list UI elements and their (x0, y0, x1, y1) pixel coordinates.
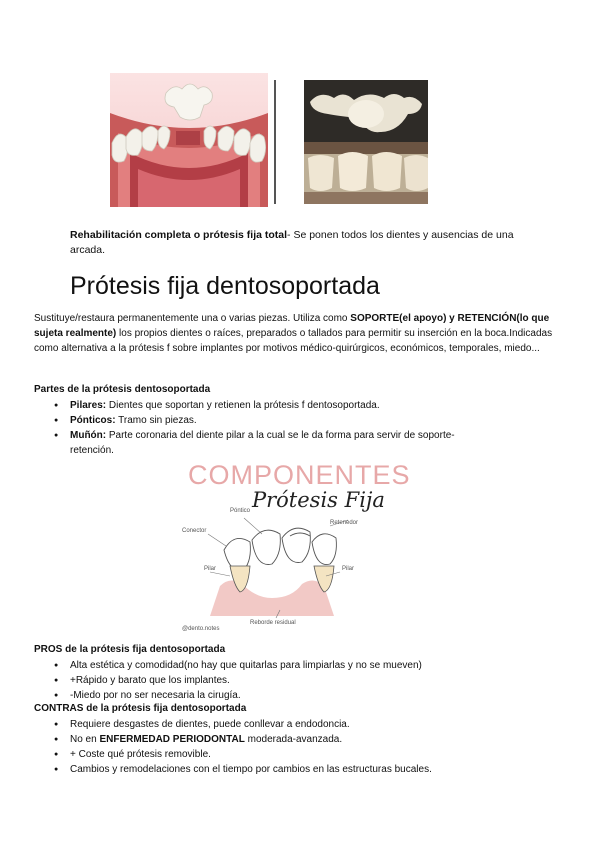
figure-divider (274, 80, 276, 204)
intro-text-2: los propios dientes o raíces, preparados o tallados para permitir su inserción en la boca.Indicadas como alternativa a la prótesis f sobre implantes por motivos médico-quirúrgicos, económicos, temporales, miedo... (34, 328, 553, 354)
part-desc: Dientes que soportan y retienen la prótesis f dentosoportada. (106, 400, 380, 411)
pros-list (50, 658, 510, 703)
parts-list (50, 398, 470, 458)
list-item (50, 747, 510, 762)
list-item: ● -Miedo por no ser necesaria la cirugía. (50, 688, 510, 703)
part-desc: Tramo sin piezas. (115, 415, 197, 426)
intro-paragraph (34, 311, 564, 356)
intro-text-1: Sustituye/restaura permanentemente una o varias piezas. Utiliza como (34, 313, 351, 324)
list-item (50, 413, 470, 428)
cons-text: Requiere desgastes de dientes, puede conllevar a endodoncia. (70, 719, 350, 730)
list-item (50, 732, 510, 747)
section-heading: Prótesis fija dentosoportada (70, 272, 380, 300)
parts-title: Partes de la prótesis dentosoportada (34, 384, 211, 395)
cons-list (50, 717, 510, 777)
label-retenedor: Retenedor (330, 520, 359, 526)
label-reborde: Reborde residual (250, 620, 296, 626)
pros-title: PROS de la prótesis fija dentosoportada (34, 644, 226, 655)
part-desc: Parte coronaria del diente pilar a la cual se le da forma para servir de soporte-retención. (70, 430, 455, 456)
components-diagram (180, 506, 370, 636)
list-item (50, 428, 470, 458)
part-term: Muñón: (70, 430, 107, 441)
caption-text: - Se ponen todos los dientes y ausencias de una arcada. (70, 229, 514, 256)
figure-caption (70, 228, 530, 258)
cons-text: moderada-avanzada. (244, 734, 343, 745)
label-credit: @dento.notes (182, 626, 220, 632)
label-pontico: Póntico (230, 508, 251, 514)
caption-bold: Rehabilitación completa o prótesis fija total (70, 229, 288, 241)
part-term: Pilares: (70, 400, 107, 411)
components-subtitle: Prótesis Fija (252, 488, 385, 512)
cons-text: + Coste qué prótesis removible. (70, 749, 211, 760)
list-item: ● Alta estética y comodidad(no hay que quitarlas para limpiarlas y no se mueven) (50, 658, 510, 673)
label-conector: Conector (182, 528, 207, 534)
cons-bold: ENFERMEDAD PERIODONTAL (99, 734, 245, 745)
label-pilar-left: Pilar (204, 566, 217, 572)
jaw-bridge-illustration (110, 73, 268, 207)
list-item: ● +Rápido y barato que los implantes. (50, 673, 510, 688)
components-title: COMPONENTES (188, 460, 411, 490)
cons-text: No en (70, 734, 100, 745)
list-item (50, 762, 510, 777)
list-item (50, 717, 510, 732)
ceramic-bridge-photo (304, 80, 428, 204)
list-item (50, 398, 470, 413)
cons-text: Cambios y remodelaciones con el tiempo por cambios en las estructuras bucales. (70, 764, 432, 775)
intro-bold: SOPORTE(el apoyo) y RETENCIÓN(lo que sujeta realmente) (34, 313, 550, 339)
cons-title: CONTRAS de la prótesis fija dentosoportada (34, 703, 247, 714)
part-term: Pónticos: (70, 415, 116, 426)
label-pilar-right: Pilar (342, 566, 355, 572)
